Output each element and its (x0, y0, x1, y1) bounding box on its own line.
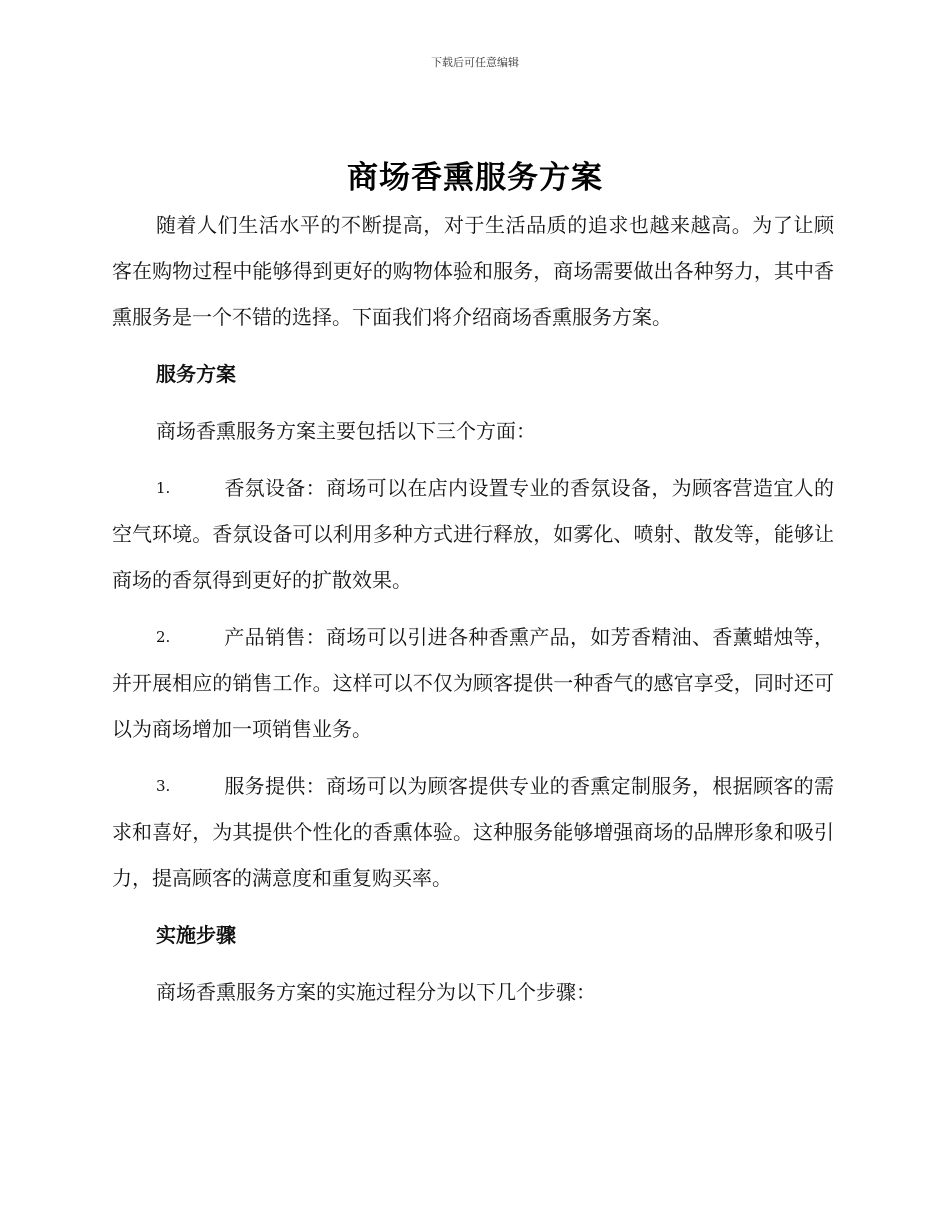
document-body (112, 202, 834, 1015)
list-item-number: 1. (156, 479, 171, 497)
list-item-number: 3. (156, 777, 171, 795)
list-item (112, 465, 834, 603)
section-intro-service-plan: 商场香熏服务方案主要包括以下三个方面： (156, 419, 536, 443)
intro-paragraph: 随着人们生活水平的不断提高，对于生活品质的追求也越来越高。为了让顾客在购物过程中能够得到更好的购物体验和服务，商场需要做出各种努力，其中香熏服务是一个不错的选择。下面我们将介绍商场香熏服务方案。 (112, 213, 834, 329)
list-item-text: 服务提供：商场可以为顾客提供专业的香熏定制服务，根据顾客的需求和喜好，为其提供个性化的香熏体验。这种服务能够增强商场的品牌形象和吸引力，提高顾客的满意度和重复购买率。 (112, 774, 834, 890)
list-item (112, 763, 834, 901)
list-item-number: 2. (156, 628, 171, 646)
header-note: 下载后可任意编辑 (431, 56, 519, 69)
section-intro-implementation-steps: 商场香熏服务方案的实施过程分为以下几个步骤： (156, 980, 596, 1004)
section-heading-implementation-steps: 实施步骤 (156, 923, 236, 947)
list-item-text: 产品销售：商场可以引进各种香熏产品，如芳香精油、香薰蜡烛等，并开展相应的销售工作。这样可以不仅为顾客提供一种香气的感官享受，同时还可以为商场增加一项销售业务。 (112, 625, 834, 741)
document-title: 商场香熏服务方案 (347, 160, 603, 196)
section-heading-service-plan: 服务方案 (156, 362, 236, 386)
list-item-text: 香氛设备：商场可以在店内设置专业的香氛设备，为顾客营造宜人的空气环境。香氛设备可以利用多种方式进行释放，如雾化、喷射、散发等，能够让商场的香氛得到更好的扩散效果。 (112, 476, 834, 592)
list-item (112, 614, 834, 752)
